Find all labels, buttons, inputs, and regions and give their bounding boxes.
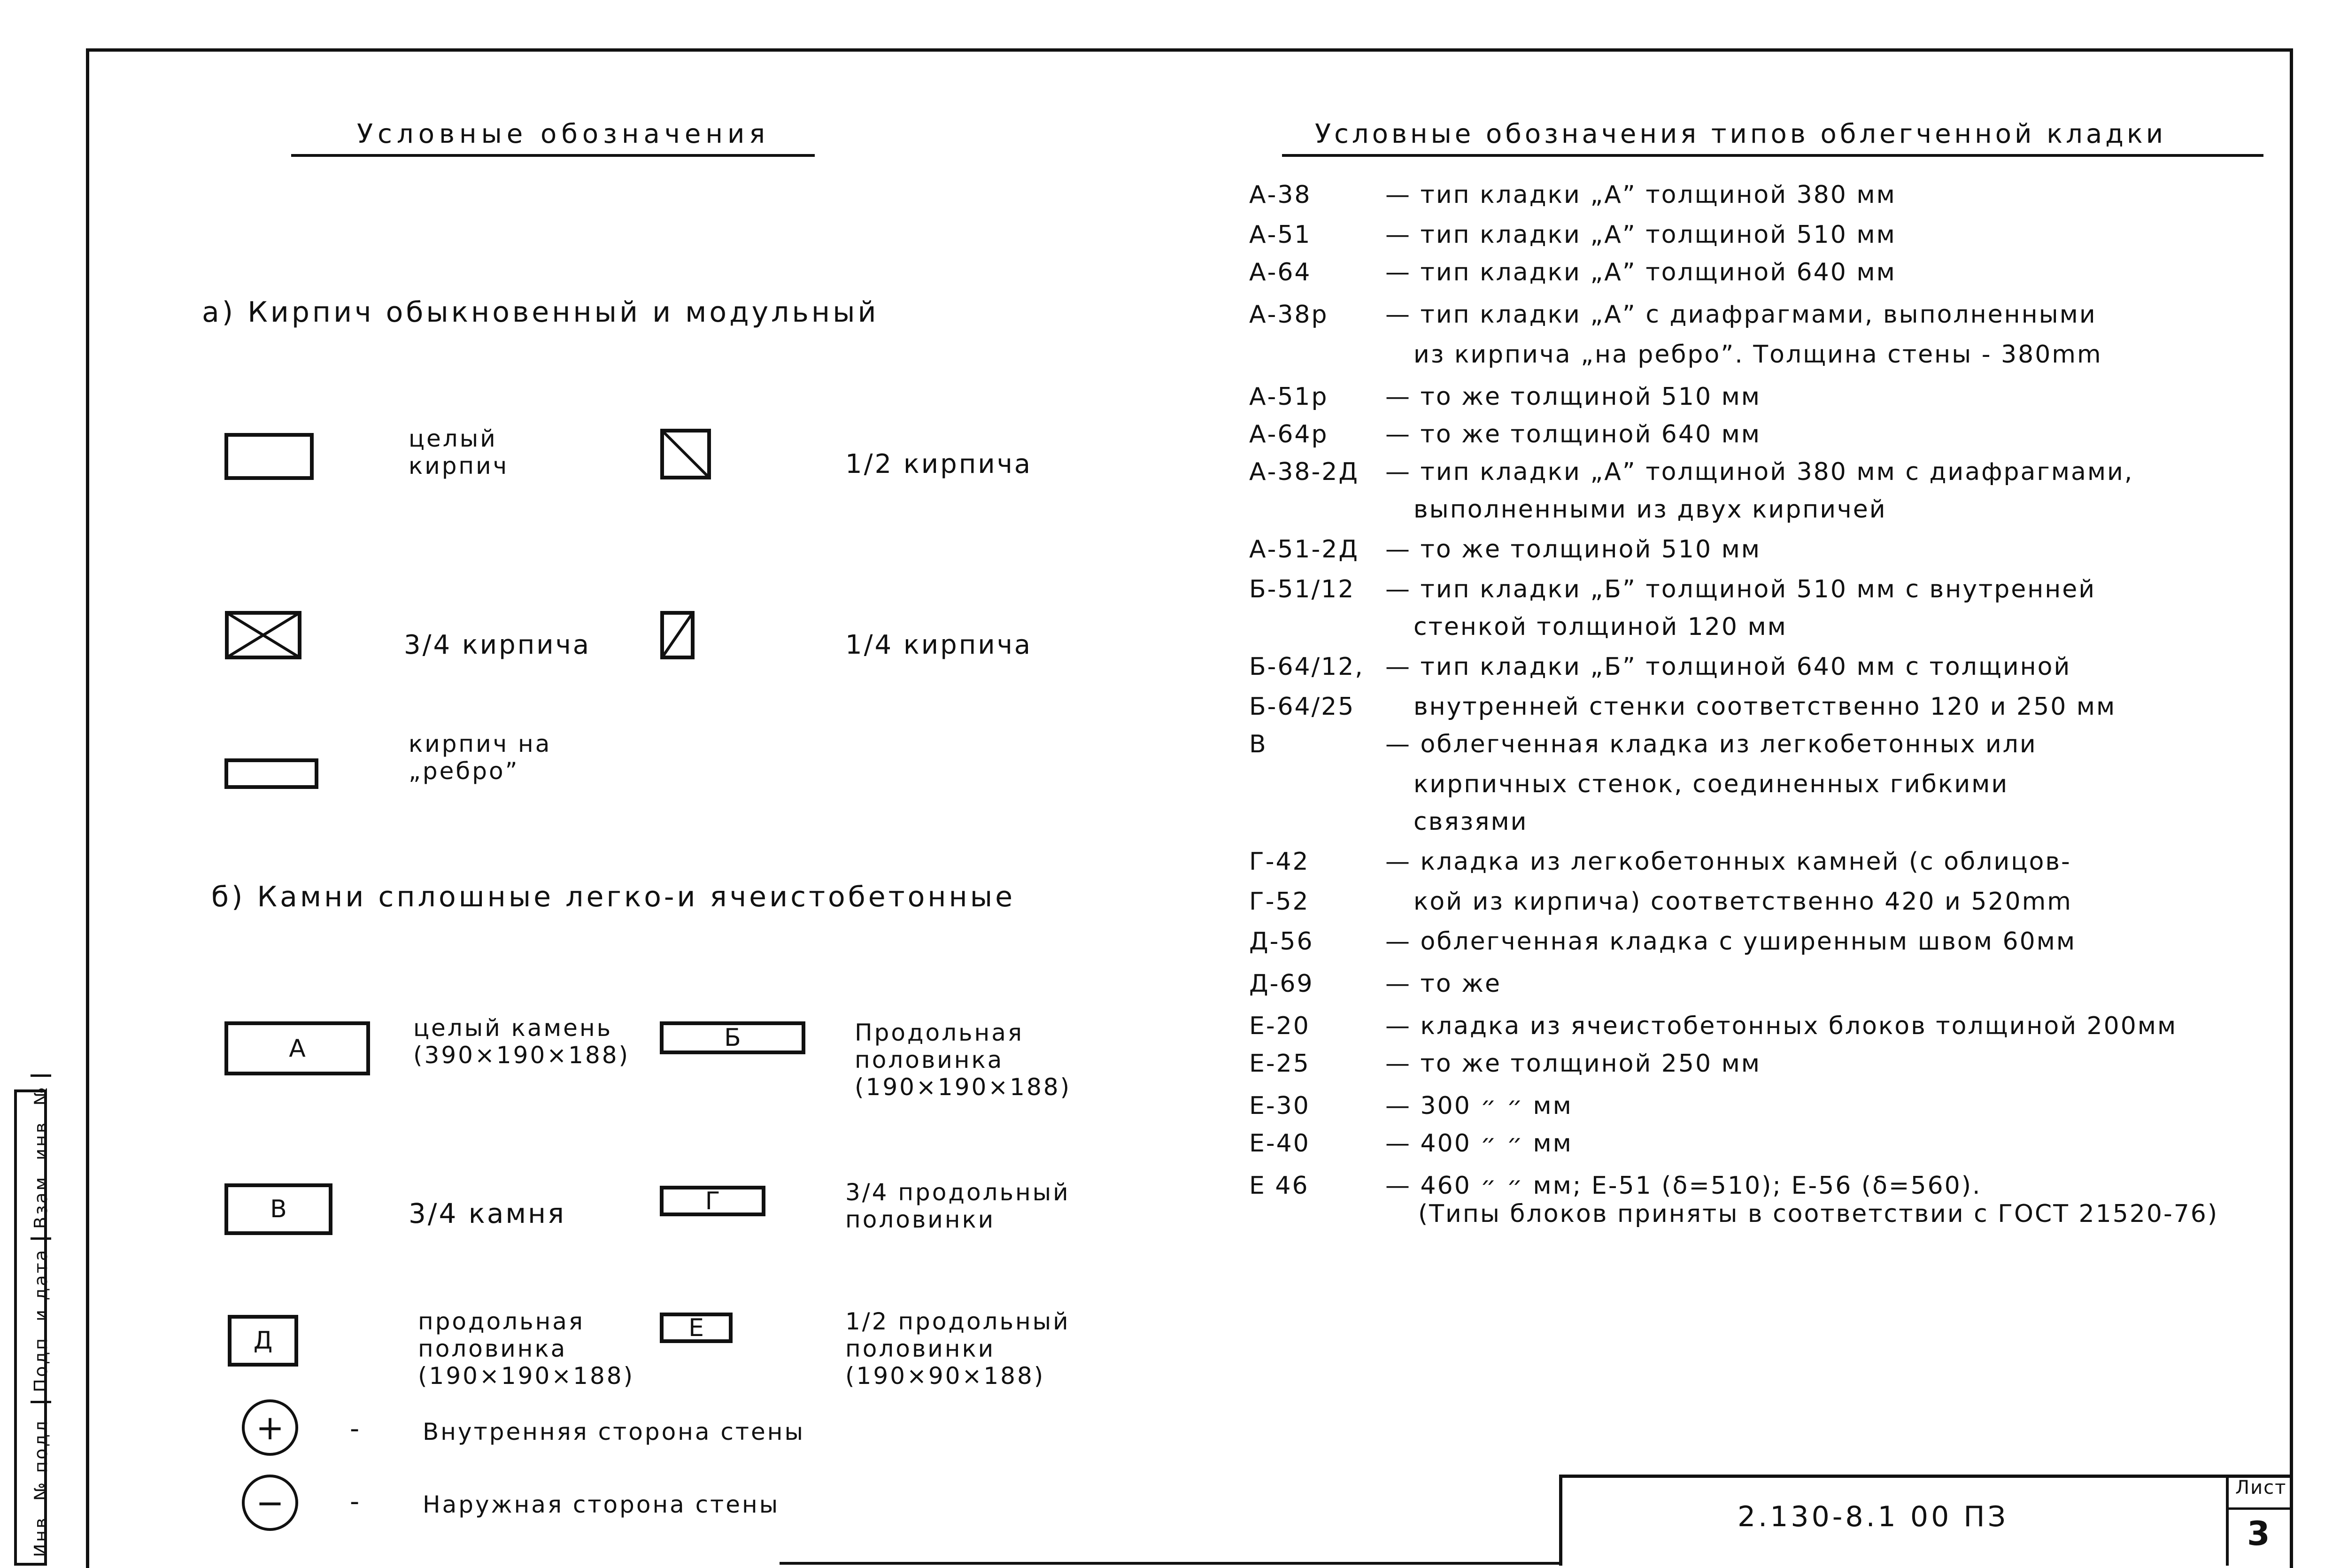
side-stamp-text: [31, 1074, 51, 1566]
side-field-inv: Инв. № подл.: [31, 1401, 51, 1566]
masonry-description: кирпичных стенок, соединенных гибкими: [1413, 770, 2009, 798]
stone-g-label: 3/4 продольный половинки: [845, 1179, 1070, 1233]
masonry-code: А-51-2Д: [1249, 535, 1359, 564]
masonry-code: А-38: [1249, 181, 1312, 209]
three-quarter-brick-symbol: [224, 610, 302, 660]
masonry-description: стенкой толщиной 120 мм: [1413, 613, 1787, 641]
stone-b-symbol: Б: [660, 1021, 805, 1054]
quarter-brick-label: 1/4 кирпича: [845, 630, 1033, 660]
stone-v-symbol: В: [224, 1183, 332, 1235]
masonry-code: А-51: [1249, 221, 1312, 249]
plus-label: Внутренняя сторона стены: [423, 1418, 805, 1445]
right-header: Условные обозначения типов облегченной кладки: [1315, 119, 2167, 149]
masonry-description: — тип кладки „А” с диафрагмами, выполненными: [1385, 301, 2097, 329]
masonry-code: Е 46: [1249, 1172, 1309, 1200]
stone-v-label: 3/4 камня: [409, 1197, 566, 1229]
half-brick-symbol: [660, 428, 711, 480]
masonry-code: А-51р: [1249, 383, 1328, 411]
plus-dash: -: [350, 1414, 360, 1444]
masonry-description: — то же толщиной 510 мм: [1385, 535, 1761, 564]
masonry-description: из кирпича „на ребро”. Толщина стены - 380mm: [1413, 340, 2102, 369]
edge-brick-label: кирпич на „ребро”: [409, 730, 552, 785]
masonry-code: Б-64/25: [1249, 693, 1355, 721]
section-a-title: а) Кирпич обыкновенный и модульный: [202, 296, 879, 329]
masonry-description: — тип кладки „А” толщиной 640 мм: [1385, 258, 1896, 286]
document-code: 2.130-8.1 00 ПЗ: [1738, 1500, 2008, 1533]
masonry-description: — то же толщиной 250 мм: [1385, 1050, 1761, 1078]
masonry-code: Е-40: [1249, 1129, 1310, 1158]
masonry-code: А-64р: [1249, 420, 1328, 448]
side-field-sign: Подп. и дата: [31, 1237, 51, 1401]
stone-a-symbol: А: [224, 1021, 370, 1075]
masonry-description: — тип кладки „А” толщиной 380 мм с диафрагмами,: [1385, 458, 2134, 486]
whole-brick-symbol: [224, 433, 314, 480]
masonry-code: А-38р: [1249, 301, 1328, 329]
masonry-code: А-64: [1249, 258, 1312, 286]
masonry-code: Д-56: [1249, 927, 1314, 956]
stone-b-label: Продольная половинка (190×190×188): [855, 1019, 1072, 1101]
stone-d-label: продольная половинка (190×190×188): [418, 1308, 635, 1390]
stone-g-symbol: Г: [660, 1186, 765, 1216]
gost-footnote: (Типы блоков приняты в соответствии с ГОСТ 21520-76): [1418, 1200, 2219, 1228]
masonry-description: — тип кладки „Б” толщиной 640 мм с толщиной: [1385, 653, 2071, 681]
masonry-description: — ״ ״ 300 мм: [1385, 1092, 1573, 1120]
masonry-description: — ״ ״ 460 мм; Е-51 (δ=510); Е-56 (δ=560).: [1385, 1172, 1982, 1200]
masonry-description: — кладка из легкобетонных камней (с облицов-: [1385, 848, 2071, 876]
minus-dash: -: [350, 1486, 360, 1517]
masonry-code: Г-52: [1249, 888, 1310, 916]
masonry-code: Д-69: [1249, 970, 1314, 998]
bottom-border: [780, 1562, 1559, 1565]
section-b-title: б) Камни сплошные легко-и ячеистобетонные: [211, 881, 1016, 913]
whole-brick-label: целый кирпич: [409, 425, 509, 479]
masonry-code: А-38-2Д: [1249, 458, 1359, 486]
side-field-replace: Взам. инв. №: [31, 1074, 51, 1237]
stone-e-label: 1/2 продольный половинки (190×90×188): [845, 1308, 1070, 1390]
quarter-brick-symbol: [660, 610, 695, 660]
masonry-code: Б-64/12,: [1249, 653, 1364, 681]
stone-a-label: целый камень (390×190×188): [413, 1014, 630, 1069]
masonry-description: — то же: [1385, 970, 1502, 998]
minus-circle-icon: −: [242, 1475, 298, 1531]
masonry-code: Е-25: [1249, 1050, 1310, 1078]
masonry-code: Б-51/12: [1249, 575, 1355, 603]
stone-d-symbol: Д: [228, 1315, 298, 1367]
masonry-description: — облегченная кладка с уширенным швом 60мм: [1385, 927, 2077, 956]
masonry-code: Г-42: [1249, 848, 1310, 876]
sheet-label: Лист: [2235, 1477, 2287, 1498]
masonry-description: — облегченная кладка из легкобетонных или: [1385, 730, 2037, 758]
masonry-description: — то же толщиной 510 мм: [1385, 383, 1761, 411]
left-header-underline: [291, 154, 815, 157]
masonry-description: — тип кладки „Б” толщиной 510 мм с внутренней: [1385, 575, 2096, 603]
masonry-description: — кладка из ячеистобетонных блоков толщиной 200мм: [1385, 1012, 2178, 1040]
edge-brick-symbol: [224, 758, 318, 789]
stone-e-symbol: Е: [660, 1313, 733, 1343]
masonry-code: В: [1249, 730, 1267, 758]
right-header-underline: [1282, 154, 2263, 157]
masonry-description: — то же толщиной 640 мм: [1385, 420, 1761, 448]
sheet-number: 3: [2247, 1514, 2270, 1553]
minus-label: Наружная сторона стены: [423, 1491, 780, 1518]
masonry-description: кой из кирпича) соответственно 420 и 520mm: [1413, 888, 2072, 916]
left-header: Условные обозначения: [357, 119, 770, 149]
masonry-description: выполненными из двух кирпичей: [1413, 495, 1887, 524]
masonry-description: — тип кладки „А” толщиной 510 мм: [1385, 221, 1896, 249]
masonry-code: Е-30: [1249, 1092, 1310, 1120]
sheet-divider: [2229, 1507, 2293, 1510]
masonry-code: Е-20: [1249, 1012, 1310, 1040]
half-brick-label: 1/2 кирпича: [845, 449, 1033, 479]
three-quarter-brick-label: 3/4 кирпича: [404, 630, 591, 660]
masonry-description: — тип кладки „А” толщиной 380 мм: [1385, 181, 1896, 209]
masonry-description: — ״ ״ 400 мм: [1385, 1129, 1573, 1158]
drawing-frame: [86, 48, 2293, 1568]
plus-circle-icon: +: [242, 1399, 298, 1456]
masonry-description: связями: [1413, 808, 1528, 836]
masonry-description: внутренней стенки соответственно 120 и 250 мм: [1413, 693, 2116, 721]
